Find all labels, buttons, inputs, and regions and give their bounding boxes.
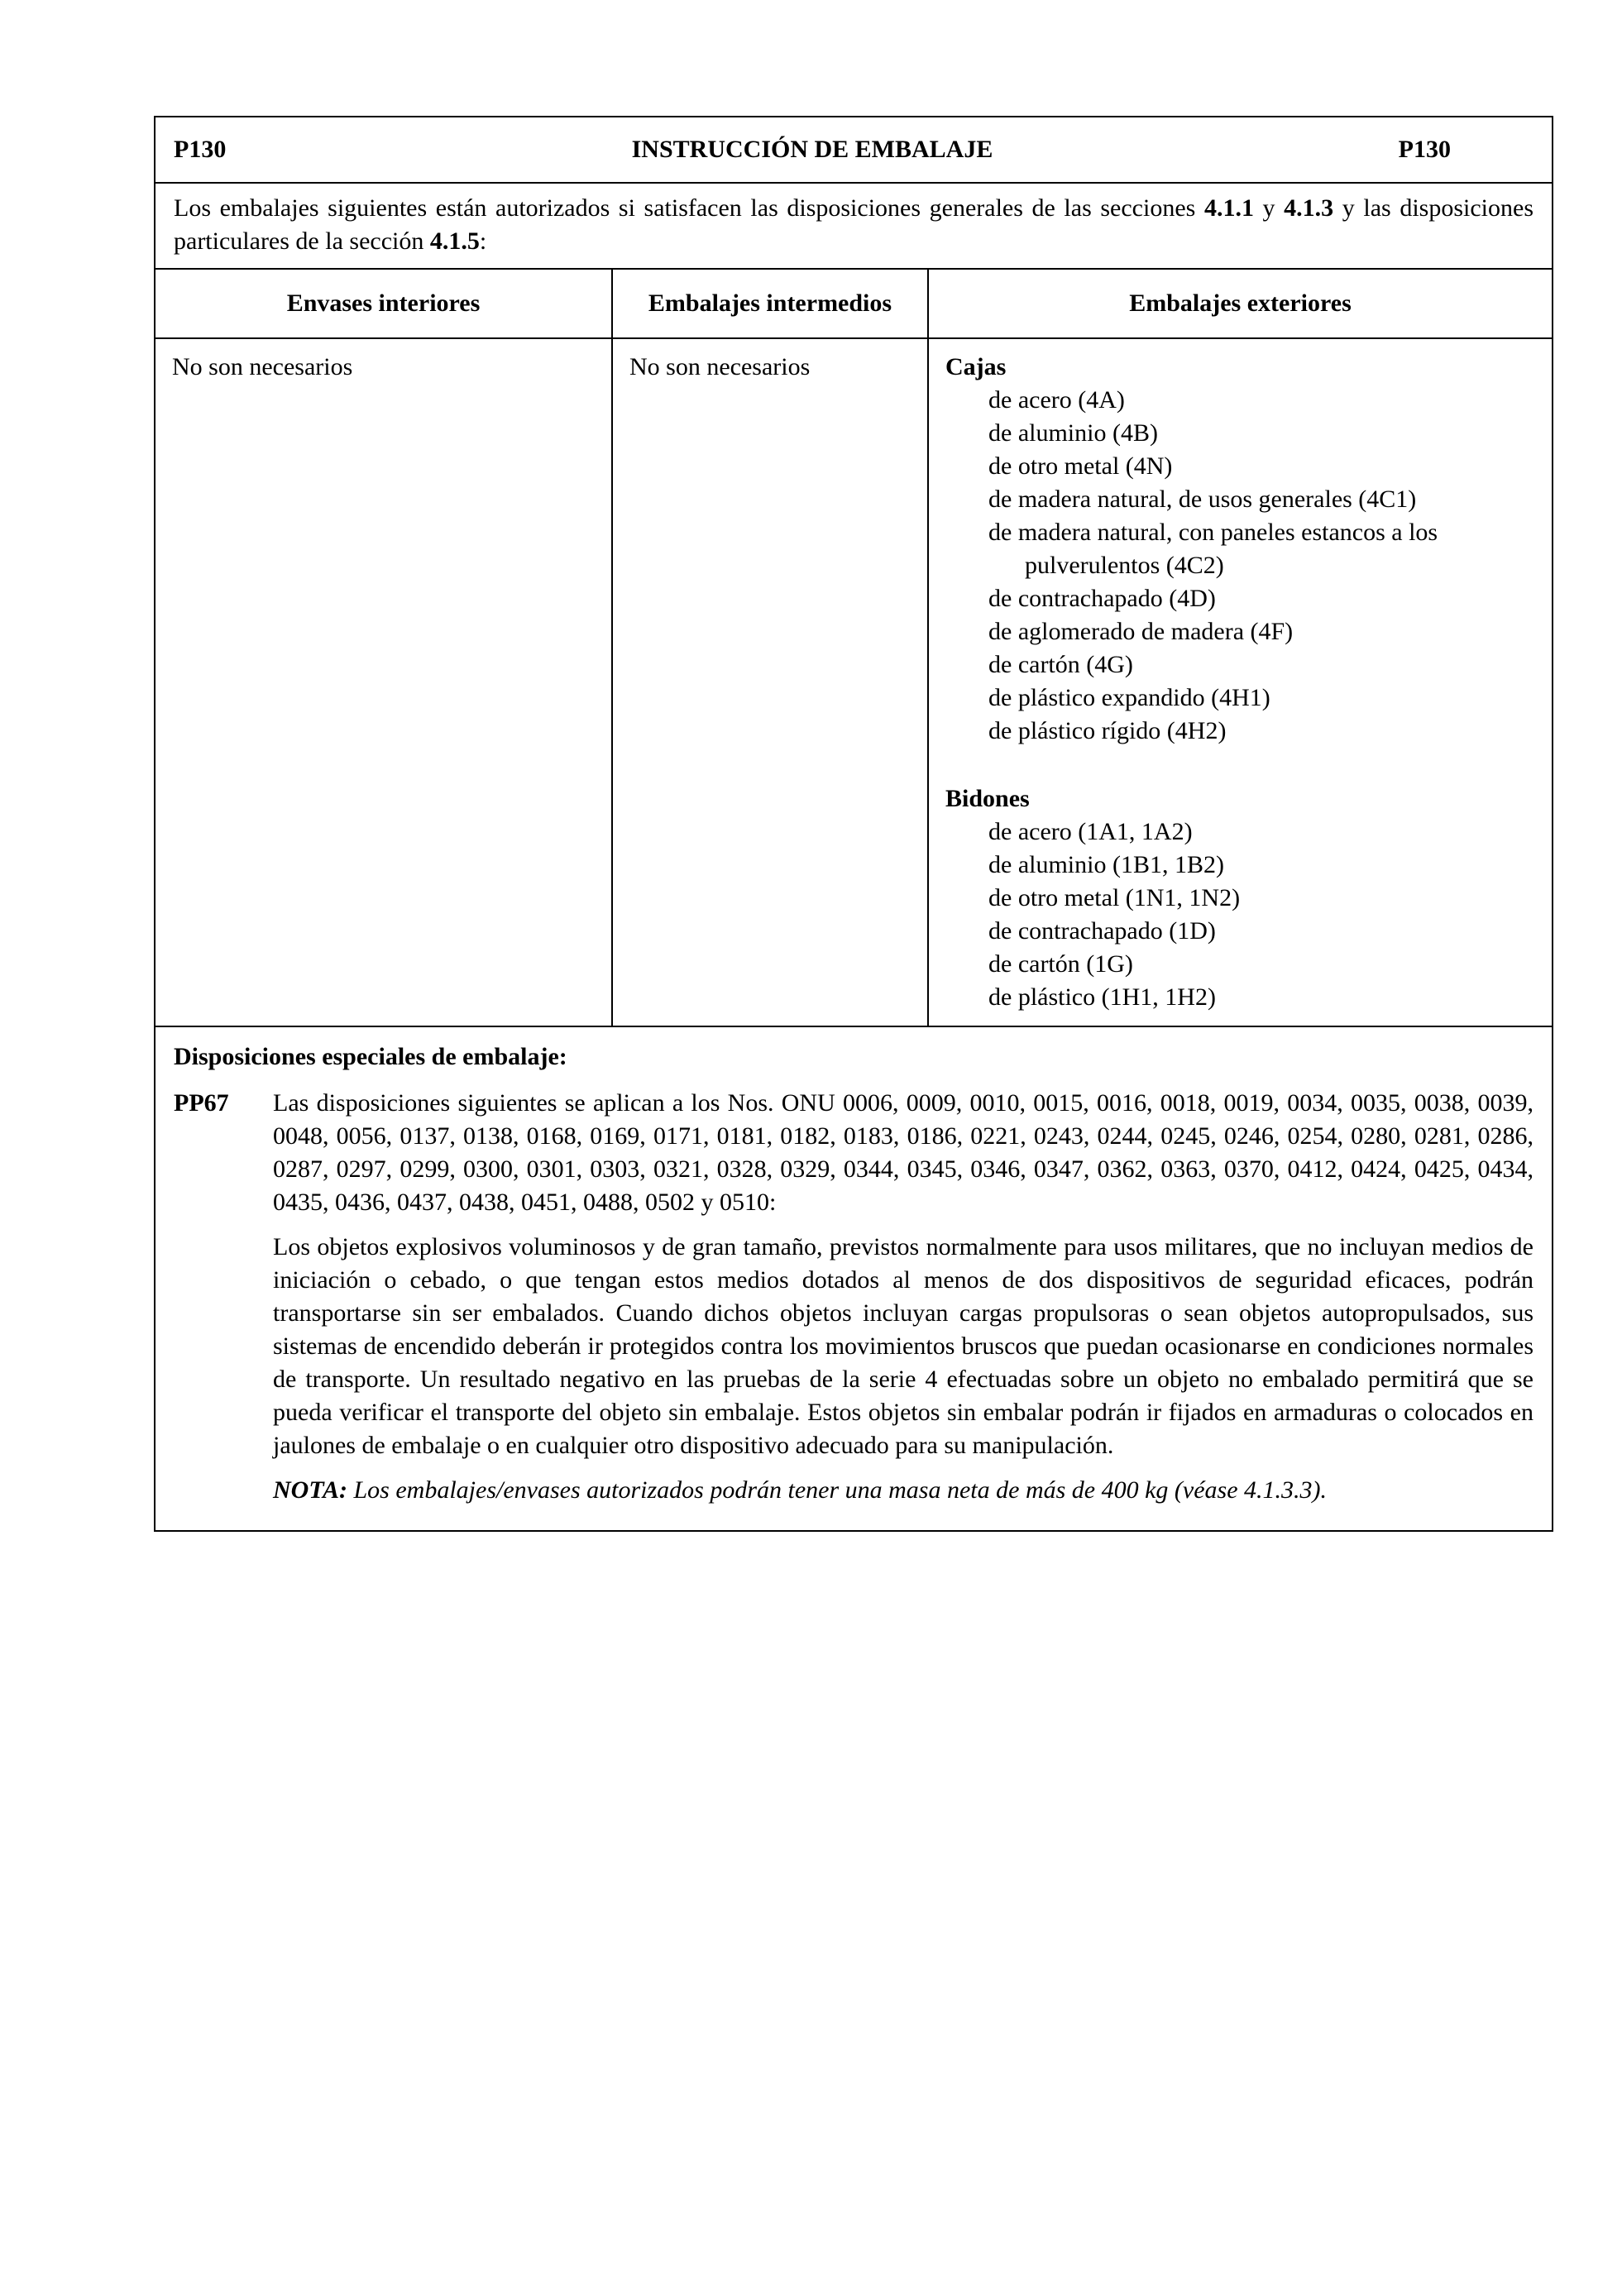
note-text: Los embalajes/envases autorizados podrán tener una masa neta de más de 400 kg (véase 4.1.3.3).	[347, 1476, 1328, 1504]
provision-paragraph-1: Las disposiciones siguientes se aplican a los Nos. ONU 0006, 0009, 0010, 0015, 0016, 0018, 0019, 0034, 0035, 0038, 0039, 0048, 0056, 0137, 0138, 0168, 0169, 0171, 0181, 0182, 0183, 0186, 0221, 0243, 0244, 0245, 0246, 0254, 0280, 0281, 0286, 0287, 0297, 0299, 0300, 0301, 0303, 0321, 0328, 0329, 0344, 0345, 0346, 0347, 0362, 0363, 0370, 0412, 0424, 0425, 0434, 0435, 0436, 0437, 0438, 0451, 0488, 0502 y 0510:	[273, 1089, 1533, 1216]
outer-cell	[929, 339, 1552, 1026]
drums-title: Bidones	[945, 785, 1030, 812]
instruction-code-left: P130	[174, 136, 227, 163]
provision-paragraph-2: Los objetos explosivos voluminosos y de gran tamaño, previstos normalmente para usos militares, que no incluyan medios de iniciación o cebado, o que tengan estos medios dotados al menos de dos dispositivos de seguridad eficaces, podrán transportarse sin ser embalados. Cuando dichos objetos incluyan cargas propulsoras o sean objetos autopropulsados, sus sistemas de encendido deberán ir protegidos contra los movimientos bruscos que puedan ocasionarse en condiciones normales de transporte. Un resultado negativo en las pruebas de la serie 4 efectuadas sobre un objeto no embalado permitirá que se pueda verificar el transporte del objeto sin embalaje. Estos objetos sin embalar podrán ir fijados en armaduras o colocados en jaulones de embalaje o en cualquier otro dispositivo adecuado para su manipulación.	[273, 1233, 1533, 1459]
list-item: de madera natural, de usos generales (4C1)	[988, 486, 1417, 513]
list-item: de aglomerado de madera (4F)	[988, 618, 1294, 645]
inner-cell: No son necesarios	[156, 339, 613, 1026]
provision-code: PP67	[174, 1089, 229, 1117]
intro-paragraph	[156, 184, 1552, 270]
provision-content	[273, 1087, 1533, 1519]
intro-ref-3: 4.1.5	[429, 227, 480, 255]
list-item: de plástico expandido (4H1)	[988, 684, 1270, 711]
list-item: de plástico rígido (4H2)	[988, 717, 1227, 744]
intro-text-2: y	[1253, 194, 1285, 222]
column-header-outer: Embalajes exteriores	[1129, 289, 1352, 317]
list-item: de aluminio (1B1, 1B2)	[988, 851, 1224, 878]
provision-note	[273, 1474, 1533, 1507]
boxes-title: Cajas	[945, 353, 1007, 380]
list-item: de contrachapado (1D)	[988, 917, 1216, 945]
list-item: de contrachapado (4D)	[988, 585, 1216, 612]
title-row	[156, 117, 1552, 184]
list-item: de otro metal (4N)	[988, 452, 1173, 480]
list-item: de acero (1A1, 1A2)	[988, 818, 1193, 845]
note-label: NOTA:	[273, 1476, 347, 1504]
spacer	[945, 748, 1537, 782]
list-item: de cartón (1G)	[988, 950, 1133, 978]
intermediate-cell: No son necesarios	[613, 339, 929, 1026]
list-item: de aluminio (4B)	[988, 419, 1158, 447]
special-provisions-heading: Disposiciones especiales de embalaje:	[174, 1043, 567, 1070]
list-item: de otro metal (1N1, 1N2)	[988, 884, 1241, 911]
list-item: de plástico (1H1, 1H2)	[988, 983, 1216, 1011]
intro-ref-2: 4.1.3	[1284, 194, 1334, 222]
list-item: de cartón (4G)	[988, 651, 1133, 678]
intro-text-1: Los embalajes siguientes están autorizados si satisfacen las disposiciones generales de las secciones	[174, 194, 1204, 222]
list-item: de acero (4A)	[988, 386, 1125, 414]
instruction-code-right: P130	[1398, 136, 1451, 163]
intro-ref-1: 4.1.1	[1203, 194, 1254, 222]
list-item-continuation: pulverulentos (4C2)	[1025, 552, 1224, 579]
instruction-title: INSTRUCCIÓN DE EMBALAJE	[631, 136, 993, 163]
provision-pp67	[174, 1087, 1533, 1519]
list-item-text: de madera natural, con paneles estancos a los	[988, 519, 1438, 546]
list-item	[945, 516, 1537, 582]
packaging-row	[156, 339, 1552, 1027]
column-header-row	[156, 270, 1552, 339]
special-provisions	[156, 1027, 1552, 1530]
column-header-intermediate: Embalajes intermedios	[613, 270, 929, 337]
intro-text-4: :	[479, 227, 487, 255]
intro-text-3: y las disposiciones particulares de la sección	[174, 194, 1533, 255]
packing-instruction-table	[154, 116, 1553, 1532]
column-header-inner: Envases interiores	[156, 270, 613, 337]
